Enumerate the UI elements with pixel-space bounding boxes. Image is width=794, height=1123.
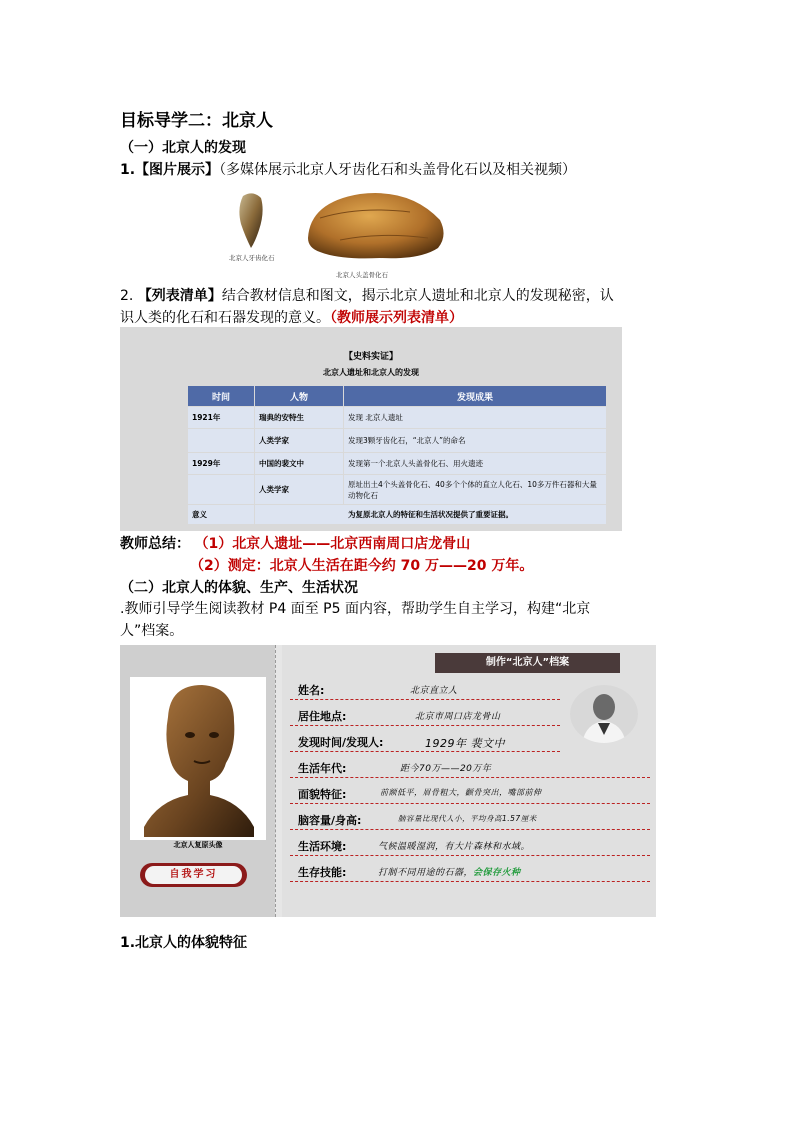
page-heading: 目标导学二：北京人 xyxy=(120,111,273,131)
tooth-caption: 北京人牙齿化石 xyxy=(229,254,275,262)
item2-text-b: 识人类的化石和石器发现的意义。 xyxy=(120,310,330,326)
item2 xyxy=(120,285,680,329)
table-row xyxy=(188,453,607,475)
card-row-name xyxy=(290,681,560,700)
table-cell: 为复原北京人的特征和生活状况提供了重要证据。 xyxy=(255,505,607,525)
card-header: 制作“北京人”档案 xyxy=(435,653,620,673)
tooth-fossil-image xyxy=(225,190,287,266)
item2-number: 2. xyxy=(120,288,138,304)
item2-text-a: 结合教材信息和图文，揭示北京人遗址和北京人的发现秘密，认 xyxy=(221,288,614,304)
section2-text xyxy=(120,598,680,642)
card-row-environment xyxy=(290,837,650,856)
bust-caption: 北京人复原头像 xyxy=(173,841,223,849)
section2-title: （二）北京人的体貌、生产、生活状况 xyxy=(120,580,358,596)
section2-text-b: 人”档案。 xyxy=(120,623,184,639)
card-row-value xyxy=(378,865,521,878)
table-cell xyxy=(188,475,255,505)
section1-title: （一）北京人的发现 xyxy=(120,140,246,156)
teacher-summary xyxy=(120,533,470,555)
table-cell: 中国的裴文中 xyxy=(255,453,344,475)
table-cell: 原址出土4个头盖骨化石、40多个个体的直立人化石、10多万件石器和大量动物化石 xyxy=(344,475,607,505)
card-row-discovery xyxy=(290,733,560,752)
table-cell: 瑞典的安特生 xyxy=(255,407,344,429)
bust-image xyxy=(130,677,266,840)
summary-label: 教师总结： xyxy=(120,536,190,552)
table-cell: 发现 北京人遗址 xyxy=(344,407,607,429)
table-cell: 1929年 xyxy=(188,453,255,475)
card-row-value: 脑容量比现代人小，平均身高1.57厘米 xyxy=(398,814,537,823)
card-row-value: 北京市周口店龙骨山 xyxy=(415,712,501,722)
historical-evidence-panel xyxy=(120,327,622,531)
table-cell: 1921年 xyxy=(188,407,255,429)
card-row-label: 发现时间/发现人: xyxy=(298,736,384,749)
table-cell: 发现第一个北京人头盖骨化石、用火遗迹 xyxy=(344,453,607,475)
card-row-label: 面貌特征: xyxy=(298,788,347,801)
item1 xyxy=(120,159,576,181)
card-left-panel xyxy=(120,645,275,917)
card-row-label: 姓名: xyxy=(298,684,325,697)
table-title: 【史料实证】 xyxy=(343,352,398,362)
subheading: 1.北京人的体貌特征 xyxy=(120,935,248,951)
table-header: 人物 xyxy=(255,386,344,407)
pei-wenzhong-photo xyxy=(570,685,638,743)
card-row-label: 脑容量/身高: xyxy=(298,814,362,827)
card-row-label: 生活环境: xyxy=(298,840,347,853)
table-cell: 发现3颗牙齿化石，“北京人”的命名 xyxy=(344,429,607,453)
item1-text: （多媒体展示北京人牙齿化石和头盖骨化石以及相关视频） xyxy=(219,162,577,178)
card-row-value: 气候温暖湿润，有大片森林和水域。 xyxy=(378,842,531,852)
card-row-value: 1929年 裴文中 xyxy=(425,737,505,750)
table-cell: 人类学家 xyxy=(255,429,344,453)
table-row xyxy=(188,505,607,525)
summary-line2: （2）测定：北京人生活在距今约 70 万——20 万年。 xyxy=(190,558,534,574)
table-row xyxy=(188,429,607,453)
skills-text: 打制不同用途的石器， xyxy=(378,868,474,878)
card-row-value: 北京直立人 xyxy=(410,686,458,696)
card-right-panel xyxy=(282,645,656,917)
self-study-label: 自我学习 xyxy=(145,866,242,884)
item2-label: 【列表清单】 xyxy=(137,288,222,304)
table-header-row xyxy=(188,386,607,407)
card-row-brain-height xyxy=(290,811,650,830)
card-row-era xyxy=(290,759,650,778)
summary-line1: （1）北京人遗址——北京西南周口店龙骨山 xyxy=(194,536,471,552)
card-row-skills xyxy=(290,863,650,882)
card-row-value: 前额低平，眉骨粗大，颧骨突出，嘴部前伸 xyxy=(380,788,542,797)
card-row-value: 距今70万——20万年 xyxy=(400,764,492,774)
table-row xyxy=(188,475,607,505)
item1-label: 1.【图片展示】 xyxy=(120,162,220,178)
item2-red-note: （教师展示列表清单） xyxy=(330,310,463,326)
card-row-appearance xyxy=(290,785,650,804)
card-row-label: 居住地点: xyxy=(298,710,347,723)
table-row xyxy=(188,407,607,429)
self-study-badge xyxy=(140,863,247,887)
table-cell: 人类学家 xyxy=(255,475,344,505)
card-row-label: 生存技能: xyxy=(298,866,347,879)
skull-fossil-image xyxy=(300,188,450,280)
table-header: 时间 xyxy=(188,386,255,407)
table-header: 发现成果 xyxy=(344,386,607,407)
skills-highlight: 会保存火种 xyxy=(473,868,521,878)
table-subtitle: 北京人遗址和北京人的发现 xyxy=(323,368,419,377)
table-cell xyxy=(188,429,255,453)
skull-caption: 北京人头盖骨化石 xyxy=(336,271,388,279)
discovery-table xyxy=(187,385,607,525)
section2-text-a: .教师引导学生阅读教材 P4 面至 P5 面内容，帮助学生自主学习，构建“北京 xyxy=(120,601,591,617)
card-row-label: 生活年代: xyxy=(298,762,347,775)
peking-man-archive-card xyxy=(120,645,656,917)
card-row-residence xyxy=(290,707,560,726)
table-cell: 意义 xyxy=(188,505,255,525)
